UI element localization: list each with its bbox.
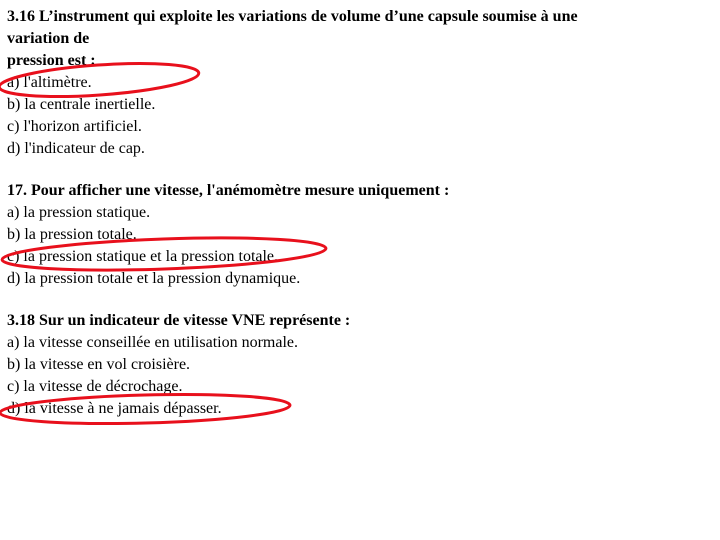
answer-3-18-c: c) la vitesse de décrochage. [7, 378, 183, 395]
answer-3-16-d: d) l'indicateur de cap. [7, 140, 145, 157]
answer-17-c: c) la pression statique et la pression totale. [7, 248, 279, 265]
answer-17-a: a) la pression statique. [7, 204, 151, 221]
answer-17-b: b) la pression totale. [7, 226, 137, 243]
answer-3-16-b: b) la centrale inertielle. [7, 96, 156, 113]
question-3-16-line-1: 3.16 L’instrument qui exploite les variations de volume d’une capsule soumise à une [7, 8, 578, 25]
question-3-16-line-2: variation de [7, 30, 90, 47]
question-block-17 [7, 180, 449, 290]
question-3-18-line-1: 3.18 Sur un indicateur de vitesse VNE représente : [7, 312, 351, 329]
question-block-3-18 [7, 310, 350, 420]
question-3-16-line-3: pression est : [7, 52, 96, 69]
answer-3-18-b: b) la vitesse en vol croisière. [7, 356, 191, 373]
answer-3-16-c: c) l'horizon artificiel. [7, 118, 142, 135]
answer-3-18-a: a) la vitesse conseillée en utilisation normale. [7, 334, 299, 351]
answer-17-d: d) la pression totale et la pression dynamique. [7, 270, 301, 287]
question-17-line-1: 17. Pour afficher une vitesse, l'anémomètre mesure uniquement : [7, 182, 450, 199]
answer-3-16-a: a) l'altimètre. [7, 74, 92, 91]
answer-3-18-d: d) la vitesse à ne jamais dépasser. [7, 400, 222, 417]
question-block-3-16 [7, 6, 578, 160]
